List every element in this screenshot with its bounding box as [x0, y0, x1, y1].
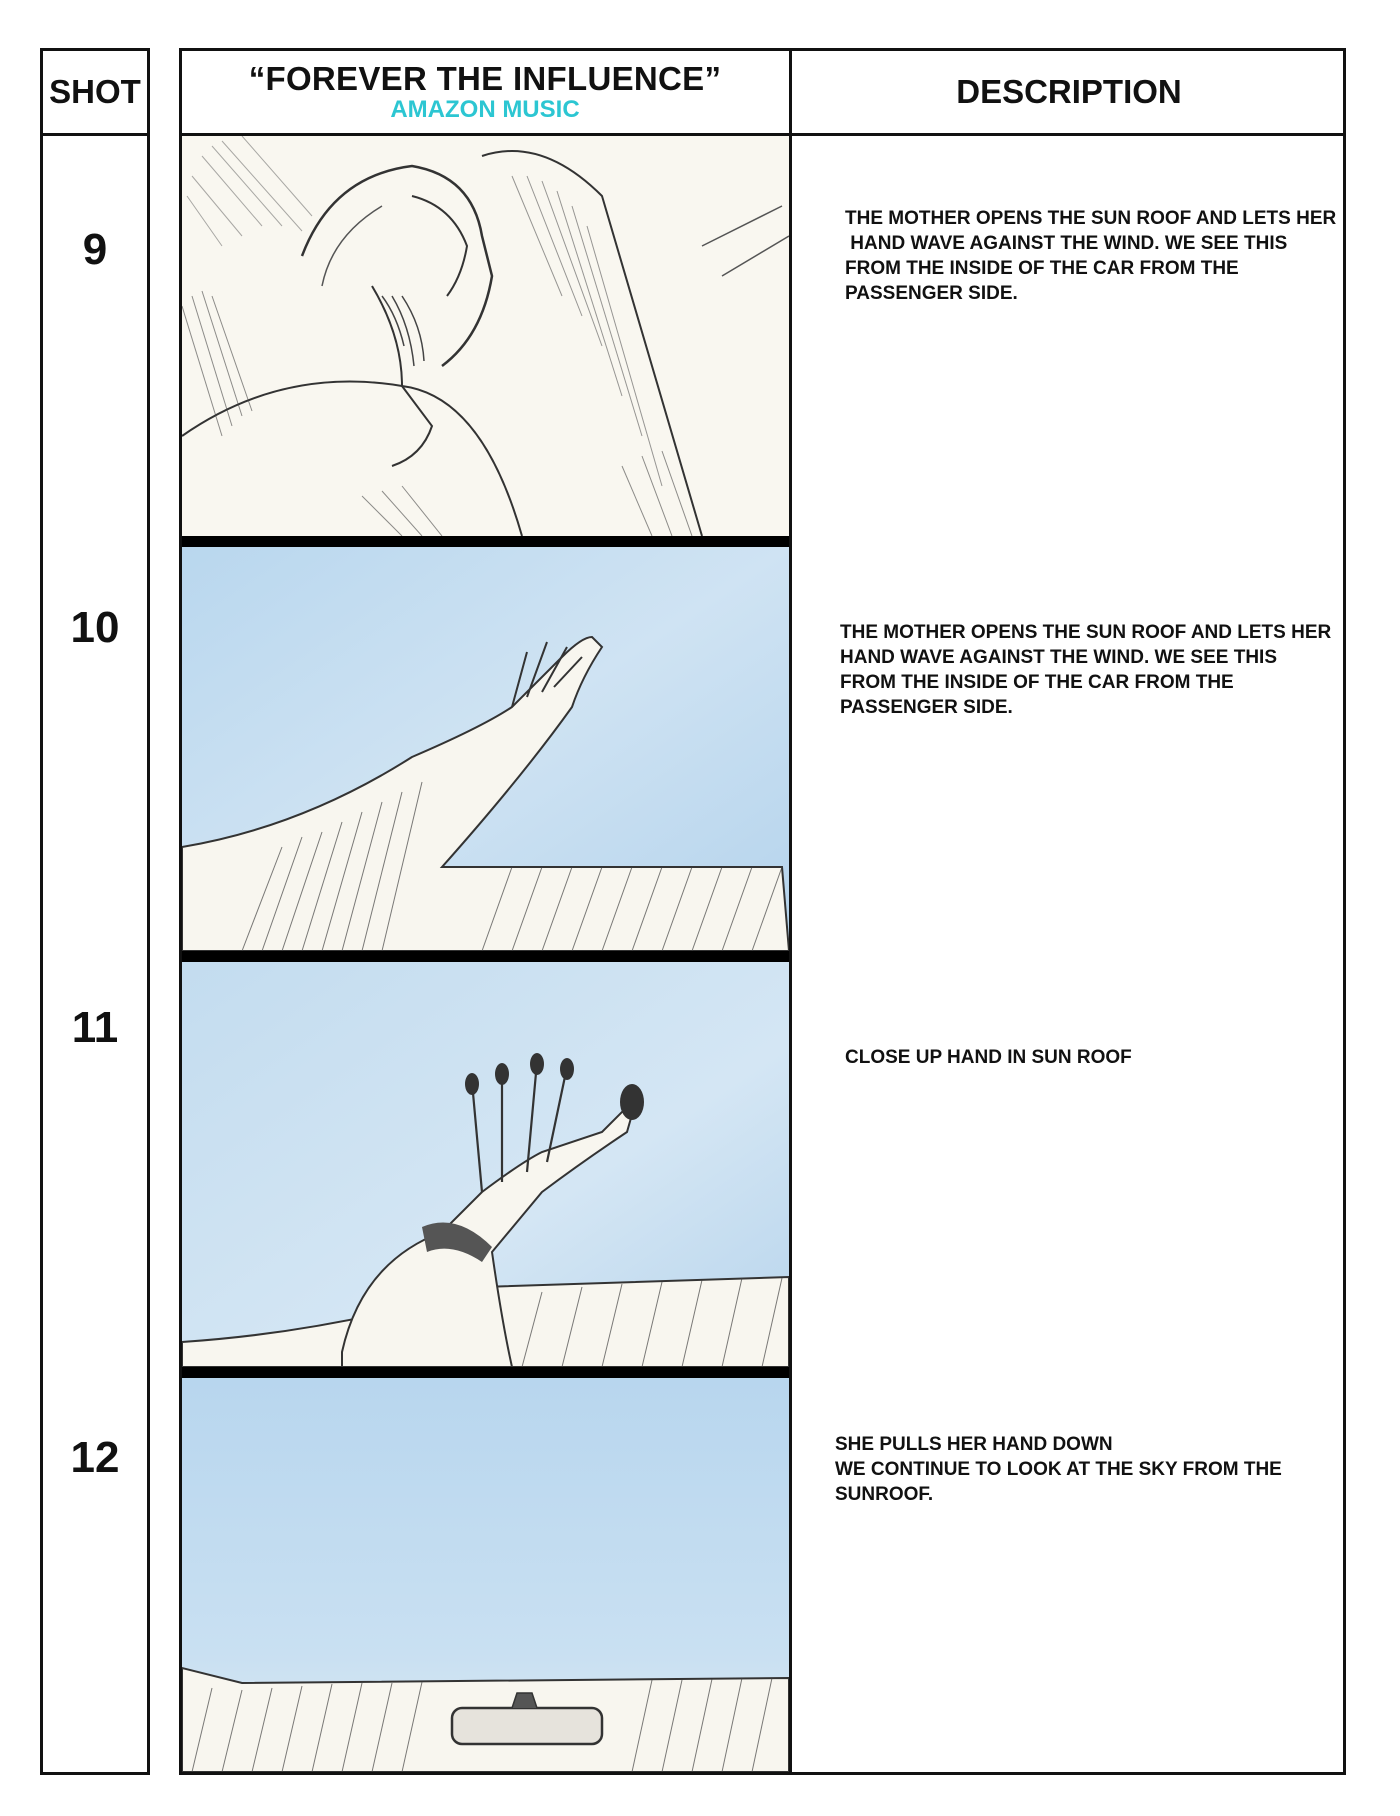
shot-number-11: 11 [71, 1003, 119, 1052]
shot-column-header: SHOT [49, 73, 141, 110]
sketch-sky-through-sunroof [182, 1378, 789, 1772]
panel-separator [182, 1367, 789, 1378]
panel-separator [182, 951, 789, 962]
shot-number-10: 10 [70, 603, 120, 652]
panel-separator [182, 536, 789, 547]
storyboard-panel-11 [182, 962, 789, 1367]
shot-column [40, 48, 150, 1775]
shot-number-12: 12 [70, 1433, 120, 1482]
storyboard-panel-10 [182, 547, 789, 951]
description-column-header: DESCRIPTION [956, 73, 1182, 110]
client-subtitle: AMAZON MUSIC [390, 96, 580, 123]
column-divider [789, 48, 792, 1775]
storyboard-panel-9 [182, 136, 789, 536]
shot-description-9: THE MOTHER OPENS THE SUN ROOF AND LETS HER HAND WAVE AGAINST THE WIND. WE SEE THIS FROM THE INSIDE OF THE CAR FROM THE PASSENGER SIDE. [845, 208, 1337, 304]
sketch-hand-close-up [182, 962, 789, 1367]
shot-description-12: SHE PULLS HER HAND DOWN WE CONTINUE TO LOOK AT THE SKY FROM THE SUNROOF. [835, 1434, 1282, 1505]
sketch-arm-through-sunroof [182, 547, 789, 951]
shot-number-9: 9 [82, 225, 108, 274]
shot-description-11: CLOSE UP HAND IN SUN ROOF [845, 1047, 1132, 1068]
storyboard-panel-12 [182, 1378, 789, 1772]
shot-description-10: THE MOTHER OPENS THE SUN ROOF AND LETS HER HAND WAVE AGAINST THE WIND. WE SEE THIS FROM THE INSIDE OF THE CAR FROM THE PASSENGER SIDE. [840, 622, 1332, 718]
sketch-mother-in-seat [182, 136, 789, 536]
title-block [179, 52, 791, 132]
project-title: “FOREVER THE INFLUENCE” [248, 60, 722, 97]
